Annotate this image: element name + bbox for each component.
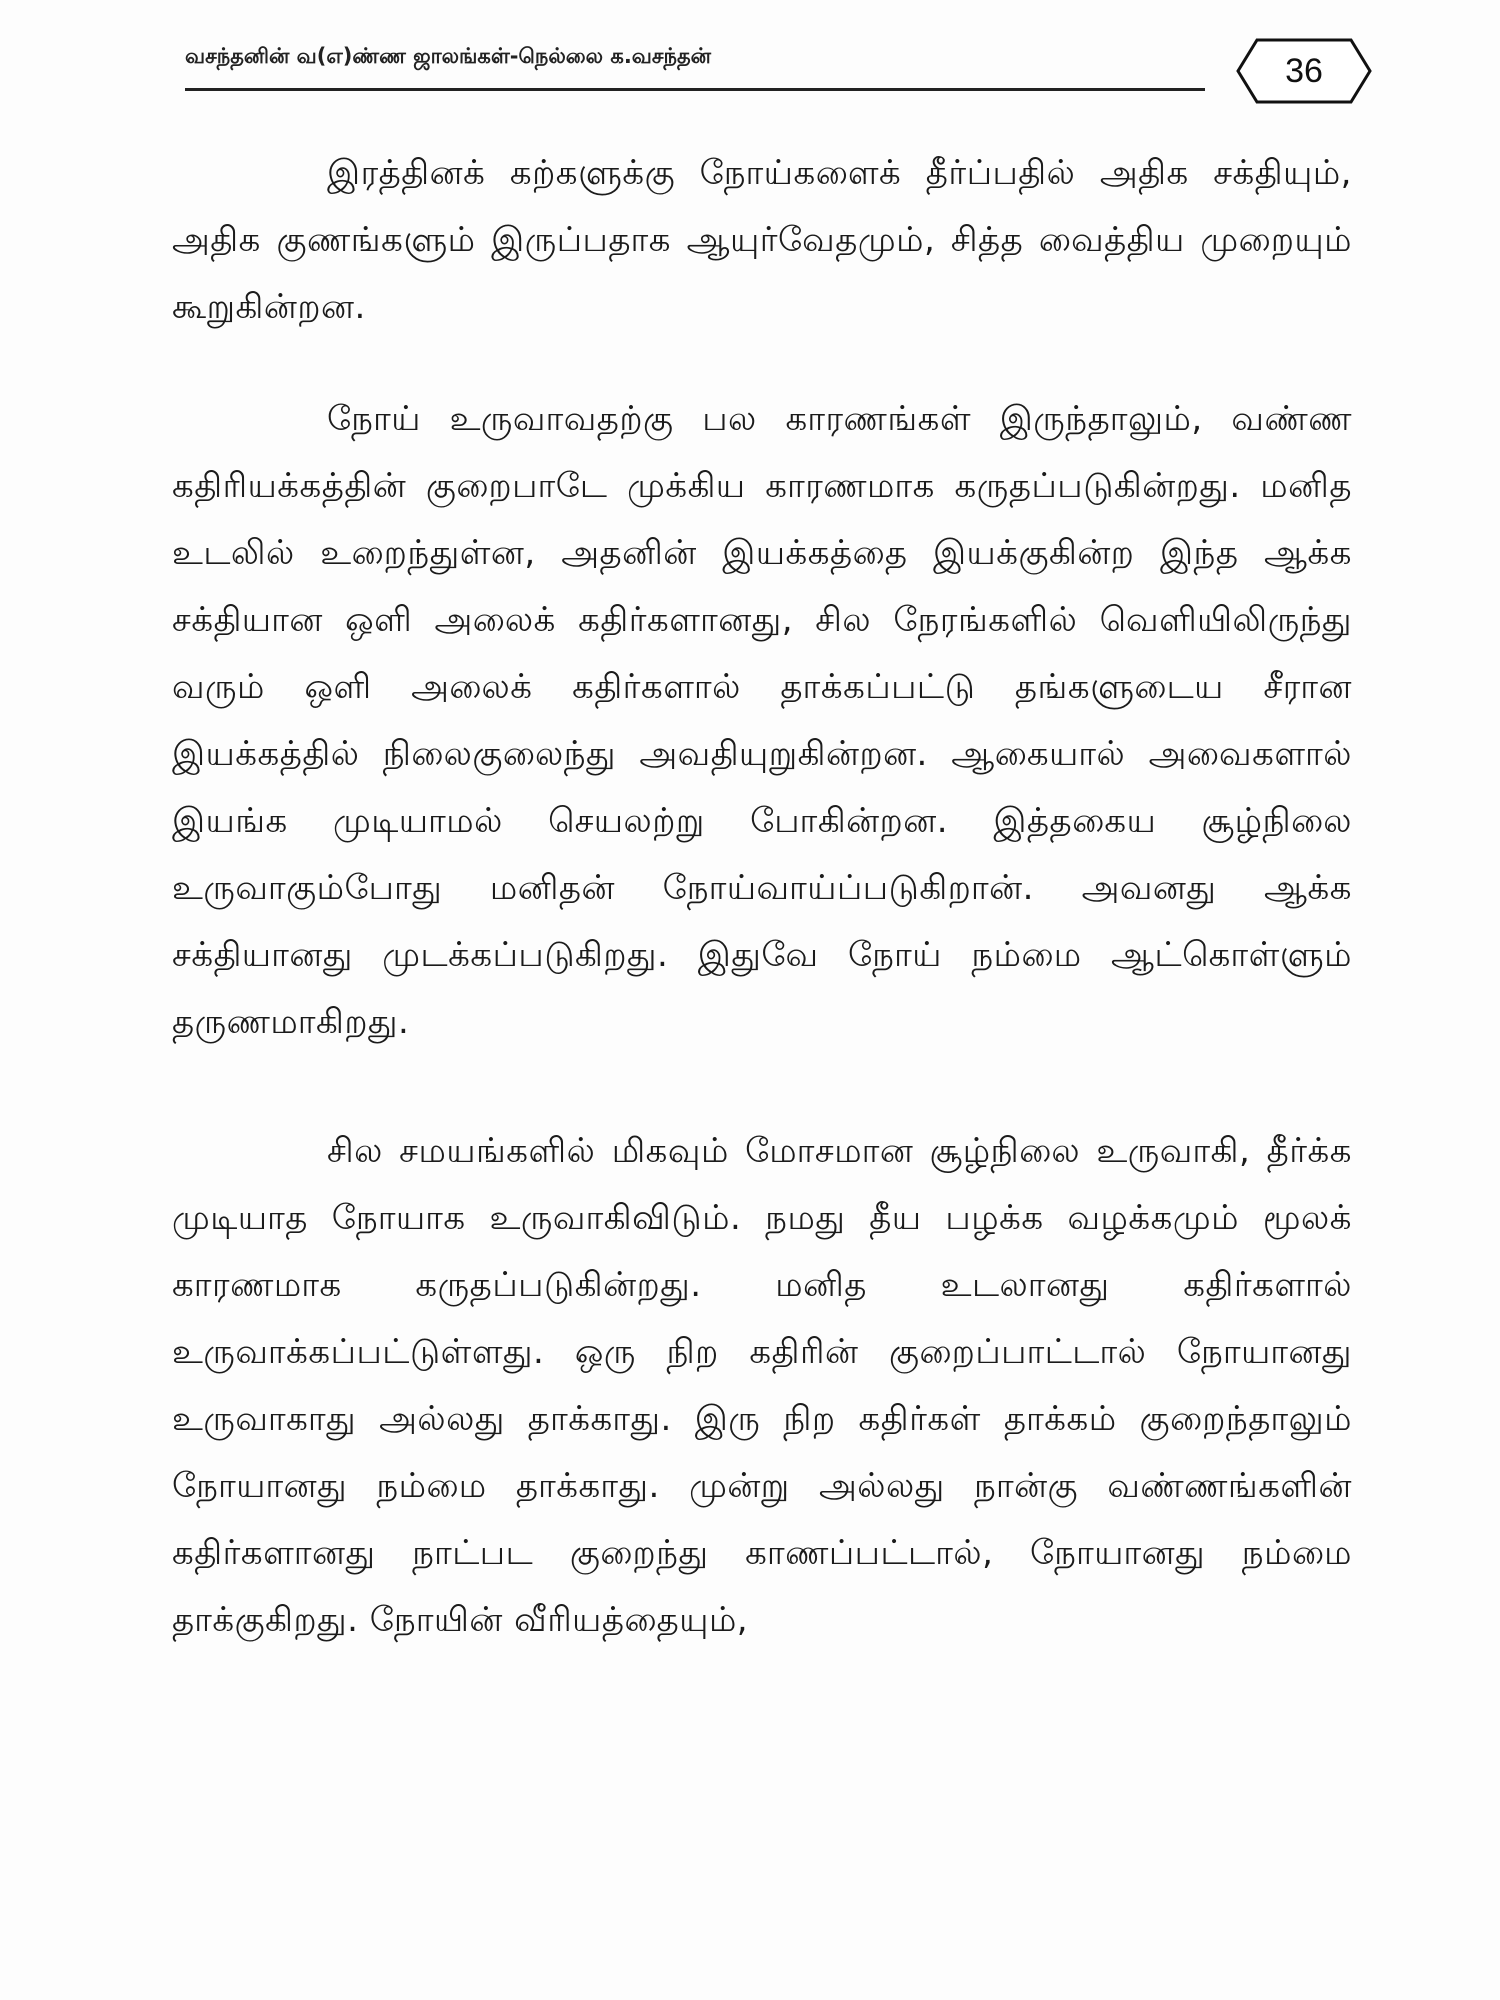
page-number-badge	[1235, 37, 1373, 105]
running-header	[185, 38, 1215, 94]
header-rule	[185, 88, 1205, 91]
paragraph-3: சில சமயங்களில் மிகவும் மோசமான சூழ்நிலை உருவாகி, தீர்க்க முடியாத நோயாக உருவாகிவிடும். நமது தீய பழக்க வழக்கமும் மூலக் காரணமாக கருதப்படுகின்றது. மனித உடலானது கதிர்களால் உருவாக்கப்பட்டுள்ளது. ஒரு நிற கதிரின் குறைப்பாட்டால் நோயானது உருவாகாது அல்லது தாக்காது. இரு நிற கதிர்கள் தாக்கம் குறைந்தாலும் நோயானது நம்மை தாக்காது. முன்று அல்லது நான்கு வண்ணங்களின் கதிர்களானது நாட்பட குறைந்து காணப்பட்டால், நோயானது நம்மை தாக்குகிறது. நோயின் வீரியத்தையும்,	[172, 1131, 1352, 1640]
body-text	[172, 140, 1352, 1654]
running-header-title: வசந்தனின் வ(எ)ண்ண ஜாலங்கள்-நெல்லை க.வசந்தன்	[185, 44, 712, 68]
paragraph-1: இரத்தினக் கற்களுக்கு நோய்களைக் தீர்ப்பதில் அதிக சக்தியும், அதிக குணங்களும் இருப்பதாக ஆயுர்வேதமும், சித்த வைத்திய முறையும் கூறுகின்றன.	[172, 153, 1352, 327]
paragraph-2: நோய் உருவாவதற்கு பல காரணங்கள் இருந்தாலும், வண்ண கதிரியக்கத்தின் குறைபாடே முக்கிய காரணமாக கருதப்படுகின்றது. மனித உடலில் உறைந்துள்ன, அதனின் இயக்கத்தை இயக்குகின்ற இந்த ஆக்க சக்தியான ஒளி அலைக் கதிர்களானது, சில நேரங்களில் வெளியிலிருந்து வரும் ஒளி அலைக் கதிர்களால் தாக்கப்பட்டு தங்களுடைய சீரான இயக்கத்தில் நிலைகுலைந்து அவதியுறுகின்றன. ஆகையால் அவைகளால் இயங்க முடியாமல் செயலற்று போகின்றன. இத்தகைய சூழ்நிலை உருவாகும்போது மனிதன் நோய்வாய்ப்படுகிறான். அவனது ஆக்க சக்தியானது முடக்கப்படுகிறது. இதுவே நோய் நம்மை ஆட்கொள்ளும் தருணமாகிறது.	[172, 399, 1352, 1042]
page-number: 36	[1285, 52, 1323, 90]
